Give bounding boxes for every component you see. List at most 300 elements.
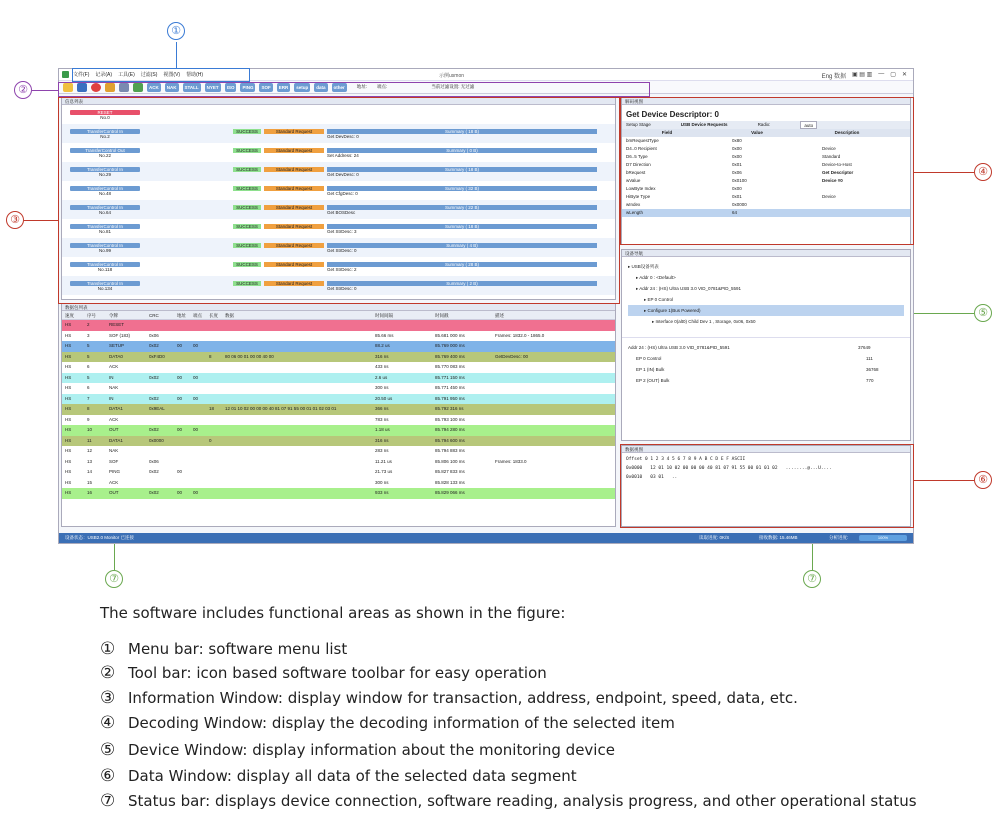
window-control-0[interactable]: Eng 数据	[821, 74, 846, 80]
packet-cell	[492, 467, 582, 478]
packet-cell	[190, 467, 206, 478]
packet-col-header: 数据	[225, 313, 234, 318]
packet-cell	[146, 320, 174, 331]
packet-row[interactable]	[62, 331, 615, 342]
packet-cell	[492, 383, 582, 394]
packet-cell	[190, 446, 206, 457]
decode-cell: 0x01	[732, 162, 742, 167]
packet-cell	[492, 341, 582, 352]
filter-chip-ping[interactable]: PING	[242, 84, 254, 90]
callout-5-leader	[914, 313, 974, 314]
packet-row[interactable]	[62, 415, 615, 426]
transaction-summary: Summary ( 18 B)	[327, 167, 597, 172]
transaction-summary: Summary ( 18 B)	[327, 224, 597, 229]
packet-row[interactable]	[62, 457, 615, 468]
packet-cell: ACK	[109, 479, 119, 485]
packet-row[interactable]	[62, 488, 615, 499]
transaction-status: SUCCESS	[233, 243, 261, 248]
packet-cell	[174, 478, 190, 489]
device-tree-node[interactable]: ▸ USB设备列表	[628, 264, 659, 269]
decode-stage: Setup Stage	[626, 122, 651, 127]
device-tree-node[interactable]: ▸ Addr 24 : (HS) Ultra USB 3.0 VID_0781&PID_5591	[636, 286, 742, 291]
window-control-3[interactable]: ▢	[890, 72, 896, 78]
packet-cell: 316 ns	[375, 353, 389, 359]
packet-list-window	[61, 303, 616, 527]
packet-cell	[492, 478, 582, 489]
packet-cell: 2	[87, 322, 90, 327]
packet-cell: HS	[65, 406, 72, 411]
packet-cell: DATA1	[109, 406, 123, 411]
decode-cell: wLength	[626, 210, 644, 215]
packet-col-header: 地址	[177, 313, 186, 318]
menu-item-4[interactable]: 视图(V)	[163, 72, 181, 78]
packet-row[interactable]	[62, 436, 615, 447]
packet-cell: 00	[177, 469, 183, 474]
packet-cell	[492, 404, 582, 415]
packet-grid-header	[62, 311, 615, 320]
packet-cell: SOF (183)	[109, 332, 131, 338]
packet-cell: 13	[87, 458, 93, 464]
transaction-status: SUCCESS	[233, 281, 261, 286]
packet-cell: PING	[109, 469, 121, 474]
packet-cell: OUT	[109, 490, 119, 495]
packet-cell: 0x9EAL	[149, 406, 165, 411]
packet-cell	[190, 457, 206, 468]
packet-cell: HS	[65, 458, 72, 464]
transaction-type: TransferControl In	[70, 281, 140, 286]
decode-cell: 64	[732, 210, 738, 215]
menu-bar-highlight	[72, 68, 250, 82]
decode-window-highlight	[620, 97, 914, 245]
callout-7a-leader	[114, 544, 115, 570]
packet-cell	[190, 478, 206, 489]
transaction-summary: Summary ( 22 B)	[327, 205, 597, 210]
packet-col-header: 描述	[495, 313, 504, 318]
radix-label: Radix:	[757, 122, 771, 127]
packet-cell	[206, 415, 222, 426]
packet-cell: 3	[87, 332, 90, 338]
packet-cell: 85.771 450 ms	[435, 385, 465, 390]
packet-cell: 85.829 066 ms	[435, 490, 465, 495]
legend-number: ④	[100, 713, 116, 733]
packet-cell	[146, 478, 174, 489]
packet-cell: NAK	[109, 385, 119, 390]
filter-chip-sof[interactable]: SOF	[261, 84, 271, 90]
packet-cell: 300 ns	[375, 479, 389, 485]
legend-text: Data Window: display all data of the selected data segment	[128, 767, 577, 785]
transaction-request: Standard Request	[264, 186, 324, 191]
packet-cell: 85.770 083 ms	[435, 364, 465, 369]
packet-cell: SETUP	[109, 343, 125, 348]
packet-cell: HS	[65, 469, 72, 474]
transaction-number: No.0	[100, 114, 110, 120]
hex-cell: 12 01 10 02 00 00 00 40 81 07 91 55 00 01 01 02	[650, 466, 778, 471]
packet-cell: 85.793 100 ms	[435, 416, 465, 422]
packet-row[interactable]	[62, 425, 615, 436]
packet-cell: 85.769 000 ms	[435, 343, 465, 348]
packet-grid	[62, 311, 615, 499]
filter-chip-stall[interactable]: STALL	[184, 84, 199, 90]
decode-cell: LowByte Index	[626, 186, 656, 191]
packet-cell: 5	[87, 353, 90, 359]
decode-cell: wValue	[626, 178, 641, 183]
decode-cell: D6..5 Type	[626, 154, 648, 159]
callout-3-leader	[24, 220, 58, 221]
packet-cell: 88.2 us	[375, 343, 390, 348]
decode-stage-value: USB Device Requests	[680, 122, 728, 127]
packet-list-title: 数据包列表	[62, 304, 615, 311]
filter-chip-ack[interactable]: ACK	[149, 84, 159, 90]
decode-cell: Get Descriptor	[822, 170, 854, 175]
packet-row[interactable]	[62, 362, 615, 373]
device-list-count: 36768	[866, 367, 879, 372]
packet-cell: DATA1	[109, 437, 123, 443]
callout-2: ②	[14, 81, 32, 99]
device-list-count: 37649	[858, 345, 871, 350]
packet-cell	[174, 415, 190, 426]
packet-cell: HS	[65, 395, 72, 401]
packet-cell: 0x02	[149, 395, 159, 401]
packet-cell	[206, 425, 222, 436]
packet-cell: 85.791 950 ms	[435, 395, 465, 401]
transaction-status: SUCCESS	[233, 167, 261, 172]
callout-3: ③	[6, 211, 24, 229]
packet-cell: 00	[177, 374, 183, 380]
legend-item-7	[100, 792, 917, 811]
transaction-number: No.118	[97, 266, 113, 272]
status-bar	[59, 533, 913, 543]
decode-heading: Get Device Descriptor: 0	[626, 110, 719, 119]
transaction-detail: Get StrDesc: 0	[327, 247, 357, 253]
packet-cell: HS	[65, 427, 72, 432]
packet-col-header: 时间戳	[435, 313, 449, 318]
legend-text: Device Window: display information about the monitoring device	[128, 741, 615, 759]
packet-cell	[492, 425, 582, 436]
filter-chip-data[interactable]: data	[316, 84, 326, 90]
status-progress-label: 分析进度:	[829, 535, 849, 540]
info-window-title: 信息列表	[62, 98, 615, 105]
packet-cell	[222, 425, 372, 436]
packet-cell	[222, 320, 372, 331]
packet-cell: 8	[209, 353, 212, 359]
packet-cell	[222, 488, 372, 499]
filter-chip-err[interactable]: ERR	[278, 84, 289, 90]
packet-cell: 85.794 600 ms	[435, 437, 465, 443]
toolbar-filter-status: 当前过滤设置: 无过滤	[431, 84, 475, 89]
device-endpoint-list	[622, 337, 910, 390]
transaction-type: RESET	[70, 110, 140, 115]
decode-cell: 0x0100	[732, 178, 747, 183]
transaction-number: No.134	[97, 285, 113, 291]
packet-cell: OUT	[109, 427, 119, 432]
packet-row[interactable]	[62, 373, 615, 384]
packet-cell	[206, 341, 222, 352]
packet-cell	[492, 373, 582, 384]
decode-cell: 0x80	[732, 138, 742, 143]
analysis-progress-bar	[859, 535, 907, 541]
packet-cell: 00	[193, 374, 199, 380]
device-list-name: EP 2 (OUT) Bulk	[636, 378, 670, 383]
packet-cell: 283 ns	[375, 448, 389, 453]
device-tree-node[interactable]: ▸ EP 0 Control	[644, 297, 673, 302]
transaction-detail: Set Address: 24	[327, 152, 359, 158]
transaction-number: No.48	[98, 190, 111, 196]
transaction-request: Standard Request	[264, 205, 324, 210]
packet-cell	[492, 362, 582, 373]
packet-cell: 433 ns	[375, 364, 389, 369]
packet-cell	[206, 383, 222, 394]
packet-cell: 85.681 000 ms	[435, 332, 465, 338]
transaction-status: SUCCESS	[233, 262, 261, 267]
packet-cell	[174, 331, 190, 342]
transaction-detail: Get CfgDesc: 0	[327, 190, 358, 196]
packet-cell	[190, 362, 206, 373]
filter-chip-other[interactable]: other	[333, 84, 345, 90]
packet-col-header: 序号	[87, 313, 96, 318]
packet-cell	[492, 436, 582, 447]
data-window-highlight	[620, 444, 914, 528]
window-control-4[interactable]: ✕	[901, 72, 907, 78]
packet-cell: SOF	[109, 458, 119, 464]
transaction-request: Standard Request	[264, 262, 324, 267]
packet-cell	[372, 320, 432, 331]
device-list-row[interactable]	[628, 364, 904, 375]
data-window-title: 数据视图	[622, 446, 910, 453]
transaction-summary: Summary ( 18 B)	[327, 129, 597, 134]
device-tree-node[interactable]: ▸ Configure 1(Bus Powered)	[628, 305, 904, 316]
packet-cell: NAK	[109, 448, 119, 453]
packet-cell: 00	[177, 343, 183, 348]
callout-7-right: ⑦	[803, 570, 821, 588]
legend-item-2	[100, 664, 547, 683]
transaction-number: No.2	[100, 133, 110, 139]
packet-cell: 0xF4D0	[149, 353, 165, 359]
hex-cell: 0x0010	[626, 475, 643, 480]
packet-cell	[206, 362, 222, 373]
filter-chip-setup[interactable]: setup	[296, 84, 309, 90]
decode-cell: Device	[822, 146, 836, 151]
packet-cell: 00	[177, 490, 183, 495]
packet-cell: GetDevDesc: 00	[495, 353, 529, 359]
decode-cell: 0x00	[732, 154, 742, 159]
transaction-request: Standard Request	[264, 167, 324, 172]
packet-cell: 85.66 ms	[375, 332, 394, 338]
packet-cell	[190, 415, 206, 426]
packet-cell	[190, 320, 206, 331]
decode-cell: 0x00	[732, 186, 742, 191]
packet-cell: 1.18 us	[375, 427, 390, 432]
packet-cell	[174, 362, 190, 373]
packet-cell	[222, 331, 372, 342]
packet-cell: 18	[209, 406, 215, 411]
window-control-2[interactable]: —	[878, 71, 885, 77]
transaction-request: Standard Request	[264, 281, 324, 286]
packet-row[interactable]	[62, 320, 615, 331]
packet-cell: HS	[65, 374, 72, 380]
transaction-detail: Get DevDesc: 0	[327, 133, 359, 139]
hex-cell: 0x0000	[626, 466, 643, 471]
analysis-progress-fill: 100%	[859, 535, 907, 541]
packet-cell: 12	[87, 448, 93, 453]
hex-cell: ........@...U....	[785, 466, 832, 471]
packet-cell: 2.6 us	[375, 374, 388, 380]
transaction-summary: Summary ( 4 B)	[327, 243, 597, 248]
callout-1: ①	[167, 22, 185, 40]
menu-item-2[interactable]: 工具(E)	[118, 72, 135, 78]
legend-text: Menu bar: software menu list	[128, 640, 348, 658]
transaction-type: TransferControl In	[70, 243, 140, 248]
packet-cell	[222, 446, 372, 457]
transaction-type: TransferControl In	[70, 224, 140, 229]
packet-cell: 10	[87, 427, 93, 432]
callout-6-leader	[914, 480, 974, 481]
window-control-1[interactable]: ▣ ▤ ▥	[851, 72, 873, 78]
packet-col-header: 时间间隔	[375, 313, 393, 318]
transaction-number: No.22	[98, 152, 111, 158]
packet-cell	[206, 457, 222, 468]
callout-7b-leader	[812, 544, 813, 570]
packet-cell	[206, 373, 222, 384]
packet-cell: HS	[65, 332, 72, 338]
transaction-request: Standard Request	[264, 224, 324, 229]
packet-cell	[174, 383, 190, 394]
packet-cell: 9	[87, 416, 90, 422]
packet-cell: 85.794 883 ms	[435, 448, 465, 453]
packet-cell: ACK	[109, 416, 119, 422]
packet-row[interactable]	[62, 352, 615, 363]
filter-chip-nyet[interactable]: NYET	[206, 84, 219, 90]
packet-cell: DATA0	[109, 353, 123, 359]
packet-cell: HS	[65, 322, 72, 327]
packet-cell: ACK	[109, 364, 119, 369]
menu-item-3[interactable]: 过滤(S)	[140, 72, 158, 78]
hex-cell: 03 01	[650, 475, 664, 480]
packet-cell: 11.21 us	[375, 458, 392, 464]
transaction-number: No.81	[98, 228, 111, 234]
filter-chip-iso[interactable]: ISO	[226, 84, 235, 90]
device-list-row[interactable]	[628, 342, 904, 353]
decode-cell: 0x01	[732, 194, 742, 199]
packet-cell	[206, 331, 222, 342]
packet-cell	[174, 352, 190, 363]
device-list-row[interactable]	[628, 375, 904, 386]
packet-cell: 00	[177, 427, 183, 432]
packet-cell: 15	[87, 479, 93, 485]
device-list-name: EP 1 (IN) Bulk	[636, 367, 665, 372]
packet-cell: 0x06	[149, 332, 159, 338]
packet-cell: 85.769 400 ms	[435, 353, 465, 359]
transaction-type: TransferControl In	[70, 262, 140, 267]
packet-cell: 5	[87, 374, 90, 380]
packet-cell: 00	[193, 343, 199, 348]
packet-cell: 0x02	[149, 427, 159, 432]
menu-item-0[interactable]: 文件(F)	[73, 72, 90, 78]
packet-cell	[206, 446, 222, 457]
radix-select[interactable]: auto	[800, 121, 817, 129]
legend-text: Decoding Window: display the decoding information of the selected item	[128, 714, 675, 732]
packet-cell	[146, 383, 174, 394]
packet-row[interactable]	[62, 467, 615, 478]
device-window	[621, 249, 911, 441]
packet-cell: 6	[87, 364, 90, 369]
packet-cell: 0x02	[149, 374, 159, 380]
packet-cell: HS	[65, 343, 72, 348]
packet-cell: Frames: 1832.0 - 1865.0	[495, 332, 545, 338]
device-list-count: 111	[866, 356, 873, 361]
transaction-status: SUCCESS	[233, 224, 261, 229]
legend-item-6	[100, 767, 577, 786]
packet-cell: 783 ns	[375, 416, 389, 422]
legend-item-1	[100, 640, 347, 659]
transaction-status: SUCCESS	[233, 129, 261, 134]
hex-cell: ..	[671, 475, 678, 480]
callout-5: ⑤	[974, 304, 992, 322]
packet-col-header: 端点	[193, 313, 202, 318]
transaction-detail: Get BOSDesc	[327, 209, 356, 215]
packet-cell: 85.806 100 ms	[435, 458, 465, 464]
callout-7-left: ⑦	[105, 570, 123, 588]
packet-cell	[174, 457, 190, 468]
decode-col-header: Field	[661, 130, 673, 135]
packet-col-header: CRC	[149, 313, 159, 318]
transaction-detail: Get StrDesc: 3	[327, 228, 357, 234]
app-title: 示例usmon	[439, 73, 465, 79]
legend-item-4	[100, 714, 675, 733]
decode-cell: 0x06	[732, 170, 742, 175]
packet-cell: 8	[87, 406, 90, 411]
packet-row[interactable]	[62, 478, 615, 489]
decode-window-title: 解码视图	[622, 98, 910, 105]
transaction-summary: Summary ( 2 B)	[327, 281, 597, 286]
device-tree-node[interactable]: ▸ Addr 0 : <Default>	[636, 275, 676, 280]
menu-item-5[interactable]: 帮助(H)	[186, 72, 204, 78]
filter-chip-nak[interactable]: NAK	[166, 84, 177, 90]
packet-row[interactable]	[62, 383, 615, 394]
packet-cell: 0x02	[149, 490, 159, 495]
packet-cell: IN	[109, 374, 114, 380]
packet-cell: 20.50 us	[375, 395, 393, 401]
packet-cell: 00	[193, 490, 199, 495]
packet-row[interactable]	[62, 404, 615, 415]
info-window-highlight	[58, 97, 620, 304]
transaction-type: TransferControl In	[70, 167, 140, 172]
transaction-request: Standard Request	[264, 243, 324, 248]
callout-1-leader	[176, 42, 177, 68]
device-tree-node[interactable]: ▸ Interface 0(alt0) Child Dev 1 , Storage, 0x06, 0x50	[652, 319, 756, 324]
menu-item-1[interactable]: 记录(A)	[95, 72, 113, 78]
packet-cell: HS	[65, 385, 72, 390]
transaction-request: Standard Request	[264, 148, 324, 153]
decode-cell: Standard	[822, 154, 841, 159]
status-left: 设备状态：USB2.0 Monitor 已连接	[65, 535, 135, 540]
device-list-row[interactable]	[628, 353, 904, 364]
packet-row[interactable]	[62, 446, 615, 457]
packet-cell	[492, 415, 582, 426]
packet-row[interactable]	[62, 394, 615, 405]
packet-cell	[190, 352, 206, 363]
packet-cell: 00	[193, 427, 199, 432]
packet-cell	[222, 383, 372, 394]
packet-cell	[190, 331, 206, 342]
packet-cell: HS	[65, 437, 72, 443]
packet-cell: 00	[177, 395, 183, 401]
status-read-speed: 读取进度: 0K/S	[699, 535, 730, 540]
packet-cell	[222, 467, 372, 478]
legend-number: ②	[100, 663, 116, 683]
packet-cell: RESET	[109, 322, 125, 327]
packet-row[interactable]	[62, 341, 615, 352]
packet-cell	[222, 373, 372, 384]
